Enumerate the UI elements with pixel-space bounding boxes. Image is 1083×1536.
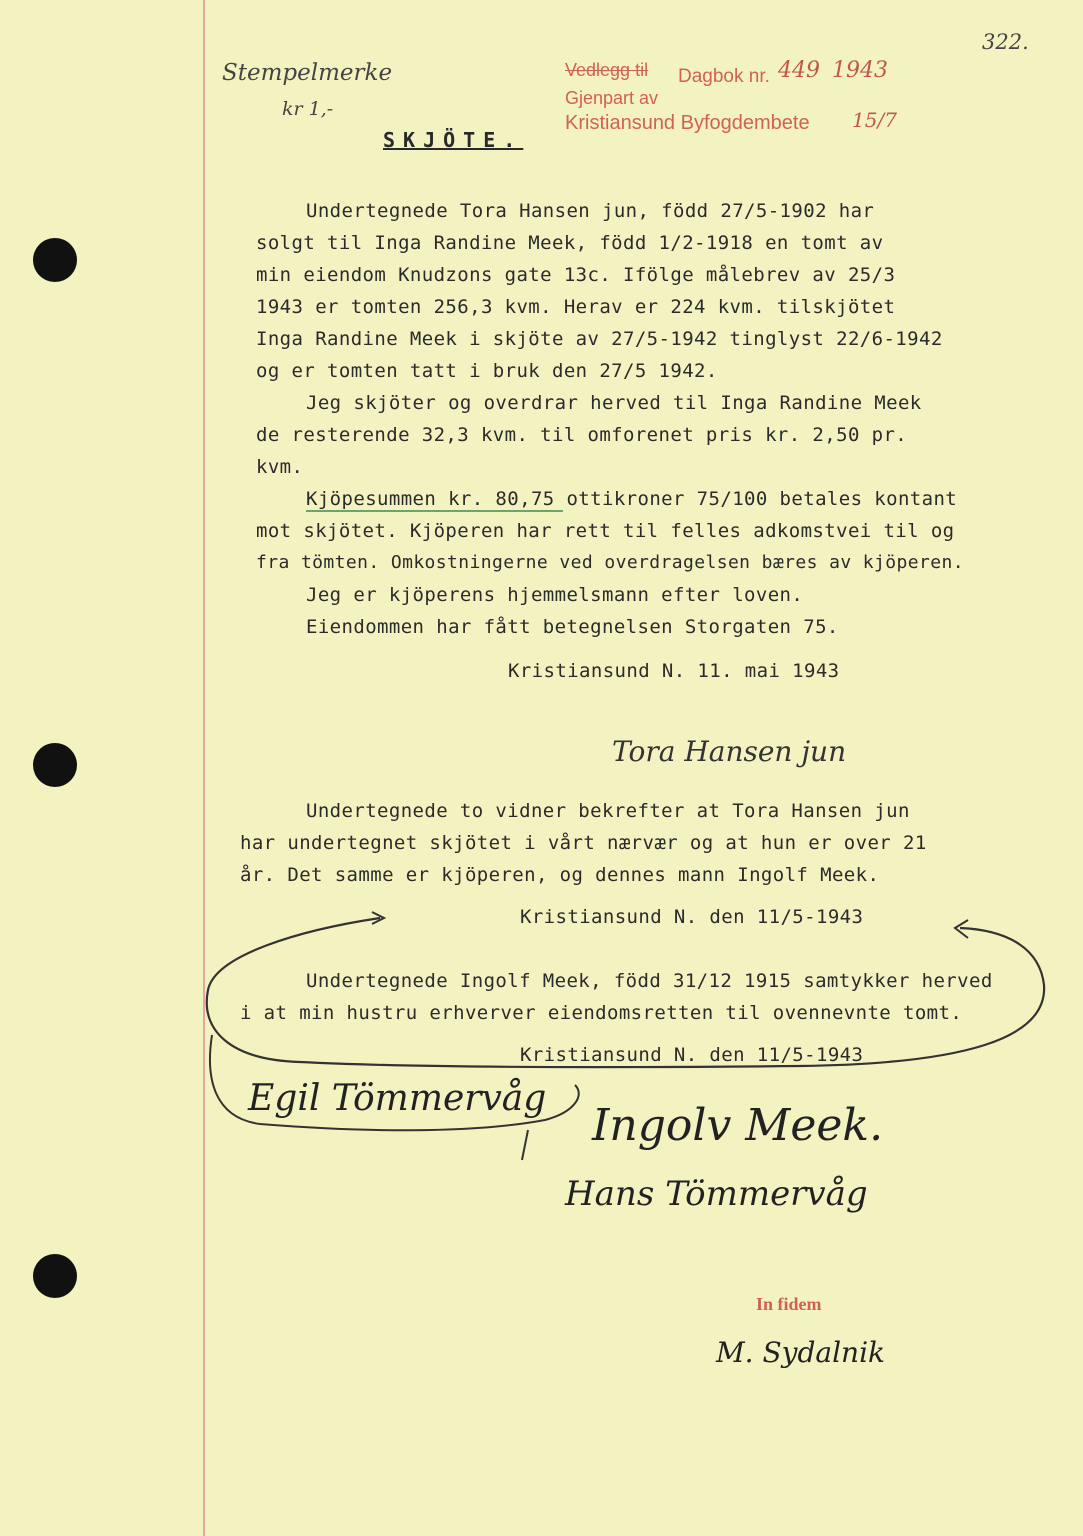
body-line: kvm. bbox=[256, 456, 304, 478]
stamp-gjenpart: Gjenpart av bbox=[565, 88, 659, 108]
place-date-2: Kristiansund N. den 11/5-1943 bbox=[520, 906, 864, 928]
signature-seller: Tora Hansen jun bbox=[612, 735, 847, 768]
consent-line: Undertegnede Ingolf Meek, född 31/12 1915 samtykker herved bbox=[306, 970, 993, 992]
encircling-loop bbox=[207, 918, 1044, 1067]
stamp-note-amount: kr 1,- bbox=[282, 98, 334, 120]
witness-line: år. Det samme er kjöperen, og dennes mann Ingolf Meek. bbox=[240, 864, 880, 886]
place-date-1: Kristiansund N. 11. mai 1943 bbox=[508, 660, 840, 682]
stamp-dagbok-label: Dagbok nr. bbox=[678, 66, 770, 87]
in-fidem-stamp: In fidem bbox=[756, 1294, 822, 1314]
body-line: Eiendommen har fått betegnelsen Storgaten 75. bbox=[306, 616, 839, 638]
page-number: 322. bbox=[982, 30, 1029, 54]
body-line: Jeg skjöter og overdrar herved til Inga Randine Meek bbox=[306, 392, 922, 414]
signature-loop bbox=[210, 1035, 579, 1130]
place-date-3: Kristiansund N. den 11/5-1943 bbox=[520, 1044, 864, 1066]
body-line: mot skjötet. Kjöperen har rett til felles adkomstvei til og bbox=[256, 520, 955, 542]
stamp-dagbok-nr: 449 bbox=[778, 58, 820, 83]
stamp-vedlegg-text: Vedlegg til bbox=[565, 60, 649, 80]
document-title: SKJÖTE. bbox=[383, 128, 524, 152]
signature-witness-1: Egil Tömmervåg bbox=[248, 1078, 547, 1119]
signature-witness-2: Hans Tömmervåg bbox=[565, 1174, 868, 1214]
body-line: Kjöpesummen kr. 80,75 ottikroner 75/100 betales kontant bbox=[306, 488, 958, 510]
consent-line: i at min hustru erhverver eiendomsretten til ovennevnte tomt. bbox=[240, 1002, 963, 1024]
body-line: fra tömten. Omkostningerne ved overdragelsen bæres av kjöperen. bbox=[256, 552, 964, 573]
body-line: og er tomten tatt i bruk den 27/5 1942. bbox=[256, 360, 718, 382]
body-line: Undertegnede Tora Hansen jun, född 27/5-1902 har bbox=[306, 200, 875, 222]
body-line: min eiendom Knudzons gate 13c. Ifölge målebrev av 25/3 bbox=[256, 264, 896, 286]
body-line: Jeg er kjöperens hjemmelsmann efter loven. bbox=[306, 584, 804, 606]
stamp-date-note: 15/7 bbox=[852, 108, 897, 132]
body-line: de resterende 32,3 kvm. til omforenet pris kr. 2,50 pr. bbox=[256, 424, 908, 446]
body-line: Inga Randine Meek i skjöte av 27/5-1942 tinglyst 22/6-1942 bbox=[256, 328, 943, 350]
body-line: solgt til Inga Randine Meek, född 1/2-1918 en tomt av bbox=[256, 232, 884, 254]
body-line: 1943 er tomten 256,3 kvm. Herav er 224 kvm. tilskjötet bbox=[256, 296, 896, 318]
signature-stroke bbox=[522, 1130, 528, 1160]
signature-spouse: Ingolv Meek. bbox=[592, 1100, 884, 1151]
witness-line: Undertegnede to vidner bekrefter at Tora Hansen jun bbox=[306, 800, 910, 822]
stamp-note: Stempelmerke bbox=[222, 60, 393, 86]
stamp-office: Kristiansund Byfogdembete bbox=[565, 112, 810, 134]
stamp-dagbok-year: 1943 bbox=[832, 58, 888, 83]
signature-clerk: M. Sydalnik bbox=[716, 1336, 885, 1369]
witness-line: har undertegnet skjötet i vårt nærvær og at hun er over 21 bbox=[240, 832, 927, 854]
